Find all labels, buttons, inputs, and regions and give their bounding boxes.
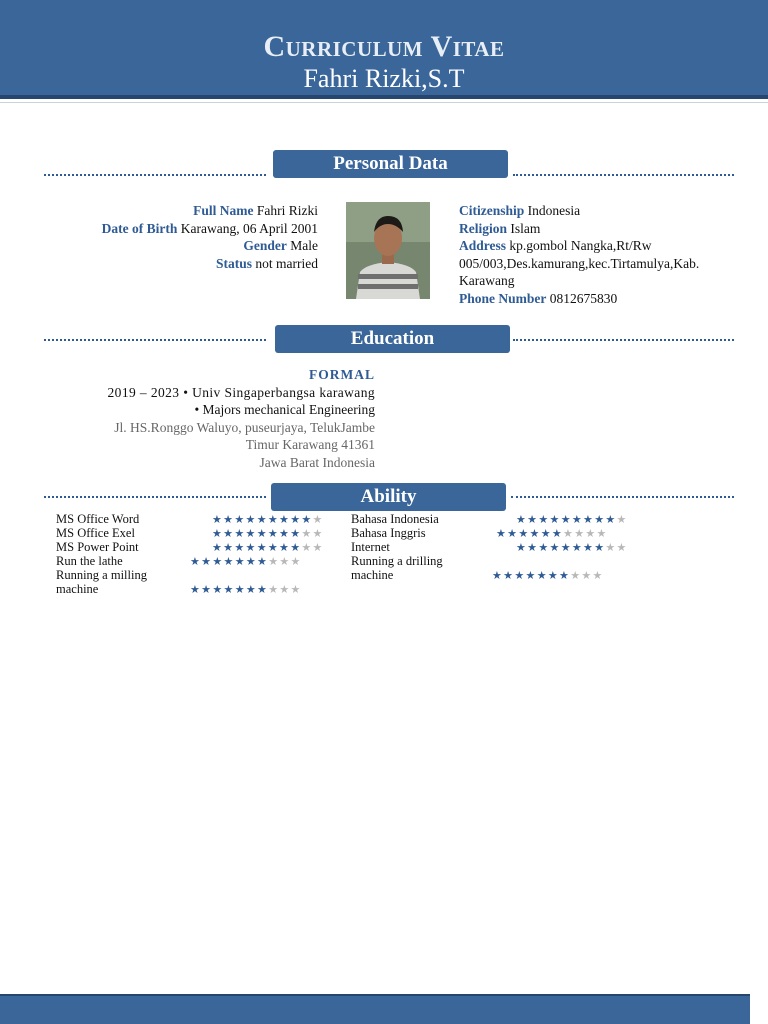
skill-rating	[492, 569, 604, 582]
skill-rating	[212, 513, 324, 526]
star-empty-icon: ★	[301, 527, 313, 540]
field-value: Fahri Rizki	[256, 203, 318, 218]
skill-name: Bahasa Inggris	[351, 526, 426, 540]
skill-rating	[212, 541, 324, 554]
star-filled-icon: ★	[212, 527, 224, 540]
star-filled-icon: ★	[201, 555, 213, 568]
star-filled-icon: ★	[605, 513, 617, 526]
star-filled-icon: ★	[234, 541, 246, 554]
star-empty-icon: ★	[312, 527, 324, 540]
star-filled-icon: ★	[496, 527, 508, 540]
skill-name: Run the lathe	[56, 554, 123, 568]
star-empty-icon: ★	[574, 527, 586, 540]
field-full-name	[40, 202, 318, 220]
skill-name: Running a milling machine	[56, 568, 147, 596]
star-empty-icon: ★	[563, 527, 575, 540]
star-filled-icon: ★	[547, 569, 560, 582]
star-filled-icon: ★	[223, 541, 235, 554]
star-filled-icon: ★	[223, 555, 235, 568]
star-empty-icon: ★	[585, 527, 597, 540]
education-address-3: Jawa Barat Indonesia	[259, 454, 375, 470]
section-divider-right	[513, 339, 734, 341]
star-filled-icon: ★	[212, 583, 224, 596]
star-filled-icon: ★	[290, 541, 302, 554]
skill-name: Bahasa Indonesia	[351, 512, 439, 526]
skill-name: Internet	[351, 540, 390, 554]
field-phone-number	[459, 290, 739, 308]
education-period: 2019 – 2023 • Univ Singaperbangsa karawang	[107, 384, 375, 400]
star-filled-icon: ★	[594, 513, 606, 526]
section-divider-right	[513, 174, 734, 176]
skill-rating	[516, 513, 628, 526]
personal-left	[40, 202, 318, 272]
field-status	[40, 255, 318, 273]
star-filled-icon: ★	[527, 541, 539, 554]
skill-name: MS Power Point	[56, 540, 139, 554]
field-date-of-birth	[40, 220, 318, 238]
section-title-personal: Personal Data	[273, 150, 508, 178]
star-filled-icon: ★	[529, 527, 541, 540]
skill-name: Running a drilling machine	[351, 554, 443, 582]
star-filled-icon: ★	[571, 541, 584, 554]
section-divider-right	[511, 496, 734, 498]
star-filled-icon: ★	[538, 541, 550, 554]
personal-right	[459, 202, 739, 307]
document-title: Curriculum Vitae	[263, 30, 505, 63]
star-empty-icon: ★	[570, 569, 582, 582]
field-label: Phone Number	[459, 290, 547, 306]
star-filled-icon: ★	[256, 541, 268, 554]
star-filled-icon: ★	[538, 513, 550, 526]
star-empty-icon: ★	[290, 583, 302, 596]
star-filled-icon: ★	[514, 569, 526, 582]
star-filled-icon: ★	[234, 555, 246, 568]
skill-rating	[496, 527, 608, 540]
skill-name: MS Office Exel	[56, 526, 135, 540]
star-filled-icon: ★	[245, 513, 257, 526]
star-filled-icon: ★	[267, 541, 280, 554]
section-title-education: Education	[275, 325, 510, 353]
star-filled-icon: ★	[549, 513, 561, 526]
section-divider-left	[44, 496, 266, 498]
star-empty-icon: ★	[312, 513, 324, 526]
star-filled-icon: ★	[516, 513, 528, 526]
section-title-ability: Ability	[271, 483, 506, 511]
star-empty-icon: ★	[581, 569, 593, 582]
skill-rating	[190, 555, 302, 568]
star-filled-icon: ★	[279, 513, 291, 526]
star-filled-icon: ★	[223, 513, 235, 526]
field-label: Citizenship	[459, 203, 525, 218]
field-label: Gender	[243, 238, 287, 253]
skill-name: MS Office Word	[56, 512, 140, 526]
field-label: Date of Birth	[101, 220, 178, 236]
star-filled-icon: ★	[290, 527, 302, 540]
star-filled-icon: ★	[290, 513, 302, 526]
star-empty-icon: ★	[279, 583, 291, 596]
star-filled-icon: ★	[583, 541, 595, 554]
star-filled-icon: ★	[594, 541, 606, 554]
star-filled-icon: ★	[560, 541, 572, 554]
star-filled-icon: ★	[518, 527, 530, 540]
education-block	[40, 366, 375, 471]
star-filled-icon: ★	[571, 513, 584, 526]
education-major: • Majors mechanical Engineering	[194, 402, 375, 417]
star-empty-icon: ★	[312, 541, 324, 554]
skill-rating	[516, 541, 628, 554]
star-filled-icon: ★	[245, 527, 257, 540]
education-heading: FORMAL	[309, 367, 375, 382]
star-empty-icon: ★	[290, 555, 302, 568]
star-filled-icon: ★	[212, 513, 224, 526]
star-filled-icon: ★	[527, 513, 539, 526]
education-address-1: Jl. HS.Ronggo Waluyo, puseurjaya, TelukJambe	[114, 419, 375, 435]
star-filled-icon: ★	[256, 527, 268, 540]
header-banner	[0, 0, 768, 99]
star-filled-icon: ★	[190, 583, 202, 596]
field-value: Karawang, 06 April 2001	[180, 220, 318, 236]
field-label: Address	[459, 238, 507, 253]
star-filled-icon: ★	[507, 527, 519, 540]
star-filled-icon: ★	[536, 569, 548, 582]
field-religion	[459, 220, 739, 238]
star-empty-icon: ★	[616, 513, 628, 526]
field-value: not married	[255, 255, 318, 271]
star-filled-icon: ★	[549, 541, 561, 554]
star-empty-icon: ★	[605, 541, 617, 554]
star-empty-icon: ★	[616, 541, 628, 554]
field-value: kp.gombol Nangka,Rt/Rw 005/003,Des.kamurang,kec.Tirtamulya,Kab. Karawang	[459, 238, 700, 288]
section-divider-left	[44, 339, 266, 341]
star-filled-icon: ★	[223, 583, 235, 596]
star-empty-icon: ★	[268, 583, 280, 596]
field-label: Status	[216, 255, 253, 271]
star-filled-icon: ★	[234, 513, 246, 526]
star-filled-icon: ★	[560, 513, 572, 526]
star-filled-icon: ★	[492, 569, 504, 582]
star-empty-icon: ★	[596, 527, 608, 540]
star-filled-icon: ★	[223, 527, 235, 540]
field-value: Male	[290, 238, 318, 253]
star-filled-icon: ★	[212, 541, 224, 554]
star-filled-icon: ★	[201, 583, 213, 596]
star-empty-icon: ★	[592, 569, 604, 582]
star-filled-icon: ★	[540, 527, 552, 540]
star-filled-icon: ★	[516, 541, 528, 554]
star-filled-icon: ★	[256, 513, 268, 526]
field-value: Indonesia	[527, 203, 581, 218]
star-filled-icon: ★	[503, 569, 515, 582]
star-filled-icon: ★	[234, 527, 246, 540]
star-filled-icon: ★	[245, 541, 257, 554]
field-label: Full Name	[193, 203, 254, 218]
field-label: Religion	[459, 220, 508, 236]
star-filled-icon: ★	[267, 527, 280, 540]
star-filled-icon: ★	[301, 513, 313, 526]
star-filled-icon: ★	[234, 583, 246, 596]
star-filled-icon: ★	[245, 555, 258, 568]
candidate-name: Fahri Rizki,S.T	[303, 64, 465, 93]
star-filled-icon: ★	[559, 569, 571, 582]
star-empty-icon: ★	[301, 541, 313, 554]
profile-photo	[346, 202, 430, 299]
field-gender	[40, 237, 318, 255]
star-filled-icon: ★	[257, 583, 269, 596]
star-filled-icon: ★	[245, 583, 258, 596]
star-filled-icon: ★	[190, 555, 202, 568]
star-filled-icon: ★	[279, 541, 291, 554]
star-filled-icon: ★	[551, 527, 564, 540]
star-empty-icon: ★	[279, 555, 291, 568]
star-filled-icon: ★	[257, 555, 269, 568]
footer-bar	[0, 994, 750, 1024]
star-filled-icon: ★	[267, 513, 280, 526]
header-divider	[0, 102, 768, 103]
star-filled-icon: ★	[279, 527, 291, 540]
star-empty-icon: ★	[268, 555, 280, 568]
field-value: 0812675830	[549, 290, 618, 306]
section-divider-left	[44, 174, 266, 176]
field-address	[459, 237, 739, 290]
skill-rating	[190, 583, 302, 596]
skill-rating	[212, 527, 324, 540]
star-filled-icon: ★	[583, 513, 595, 526]
field-value: Islam	[510, 220, 541, 236]
field-citizenship	[459, 202, 739, 220]
star-filled-icon: ★	[212, 555, 224, 568]
star-filled-icon: ★	[525, 569, 537, 582]
education-address-2: Timur Karawang 41361	[245, 437, 375, 452]
